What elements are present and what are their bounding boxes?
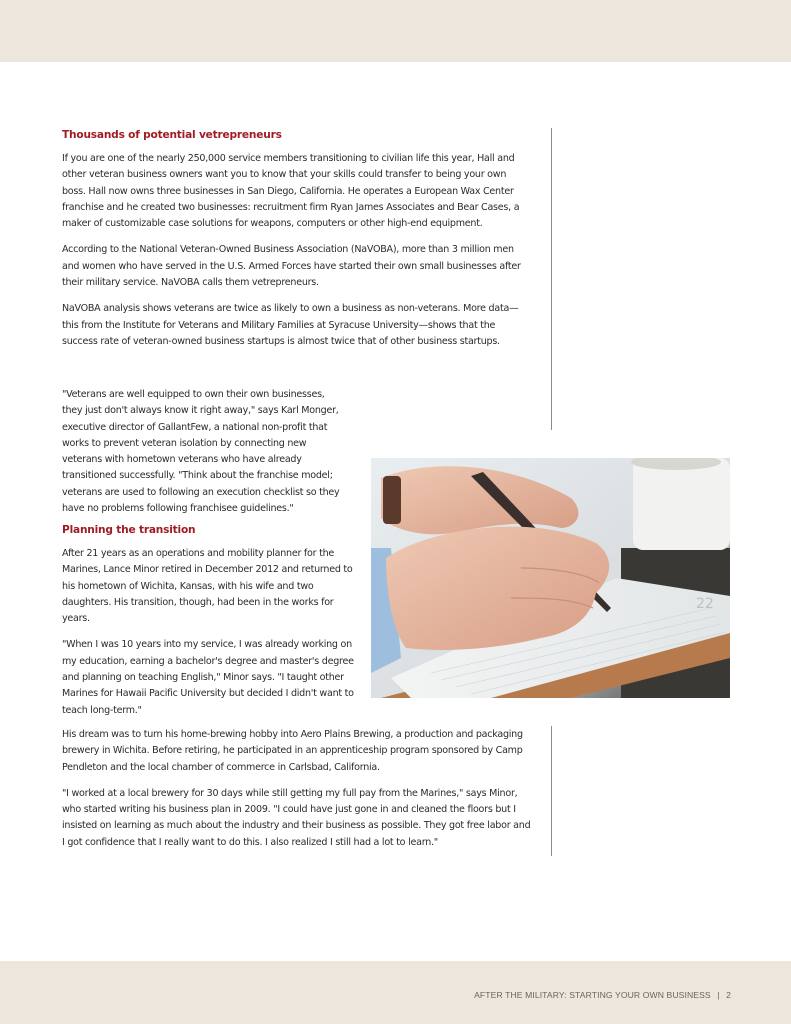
paragraph: "I worked at a local brewery for 30 days while still getting my full pay from the Marines," says Minor, who started writing his business plan in 2009. "I could have just gone in and cleaned the floors but I insisted on learning as much about the industry and their business as possible. They got free labor and I got confidence that I really want to do this. I also realized I still had a lot to learn." <box>62 787 531 848</box>
svg-text:22: 22 <box>696 596 714 612</box>
header-band <box>0 0 791 62</box>
paragraph: According to the National Veteran-Owned Business Association (NaVOBA), more than 3 million men and women who have served in the U.S. Armed Forces have started their own small businesses after their military service. NaVOBA calls them vetrepreneurs. <box>62 244 521 289</box>
column-rule <box>551 726 552 856</box>
section-planning <box>62 523 354 719</box>
page-number: 2 <box>726 990 731 1000</box>
column-rule <box>551 128 552 430</box>
paragraph: After 21 years as an operations and mobility planner for the Marines, Lance Minor retired in December 2012 and returned to his hometown of Wichita, Kansas, with his wife and two daughters. His transition, though, had been in the works for years. <box>62 548 353 625</box>
paragraph: "When I was 10 years into my service, I was already working on my education, earning a bachelor's degree and master's degree and planning on teaching English," Minor says. "I taught other Marines for Hawaii Pacific University but decided I didn't want to teach long-term." <box>62 639 354 716</box>
paragraph: NaVOBA analysis shows veterans are twice as likely to own a business as non-veterans. More data—this from the Institute for Veterans and Military Families at Syracuse University—shows that the success rate of veteran-owned business startups is almost twice that of other business startups. <box>62 303 519 347</box>
section-planning-continued <box>62 727 532 851</box>
footer-separator: | <box>717 990 720 1000</box>
footer <box>474 990 731 1000</box>
section-heading: Thousands of potential vetrepreneurs <box>62 129 282 141</box>
hands-writing-photo <box>371 458 730 698</box>
photo-illustration <box>371 458 730 698</box>
section-heading: Planning the transition <box>62 524 196 536</box>
paragraph: His dream was to turn his home-brewing hobby into Aero Plains Brewing, a production and packaging brewery in Wichita. Before retiring, he participated in an apprenticeship program sponsored by Camp Pendleton and the local chamber of commerce in Carlsbad, California. <box>62 729 523 773</box>
section-vetrepreneurs <box>62 128 532 350</box>
paragraph: If you are one of the nearly 250,000 service members transitioning to civilian life this year, Hall and other veteran business owners want you to know that your skills could transfer to being your own boss. Hall now owns three businesses in San Diego, California. He operates a European Wax Center franchise and he created two businesses: recruitment firm Ryan James Associates and Bear Cases, a maker of customizable case solutions for weapons, computers or other high-end equipment. <box>62 153 520 230</box>
paragraph: "Veterans are well equipped to own their own businesses, they just don't always know it right away," says Karl Monger, executive director of GallantFew, a national non-profit that works to prevent veteran isolation by connecting new veterans with hometown veterans who have already transitioned successfully. "Think about the franchise model; veterans are used to following an execution checklist so they have no problems following franchisee guidelines." <box>62 387 532 517</box>
footer-title: AFTER THE MILITARY: STARTING YOUR OWN BUSINESS <box>474 990 711 1000</box>
